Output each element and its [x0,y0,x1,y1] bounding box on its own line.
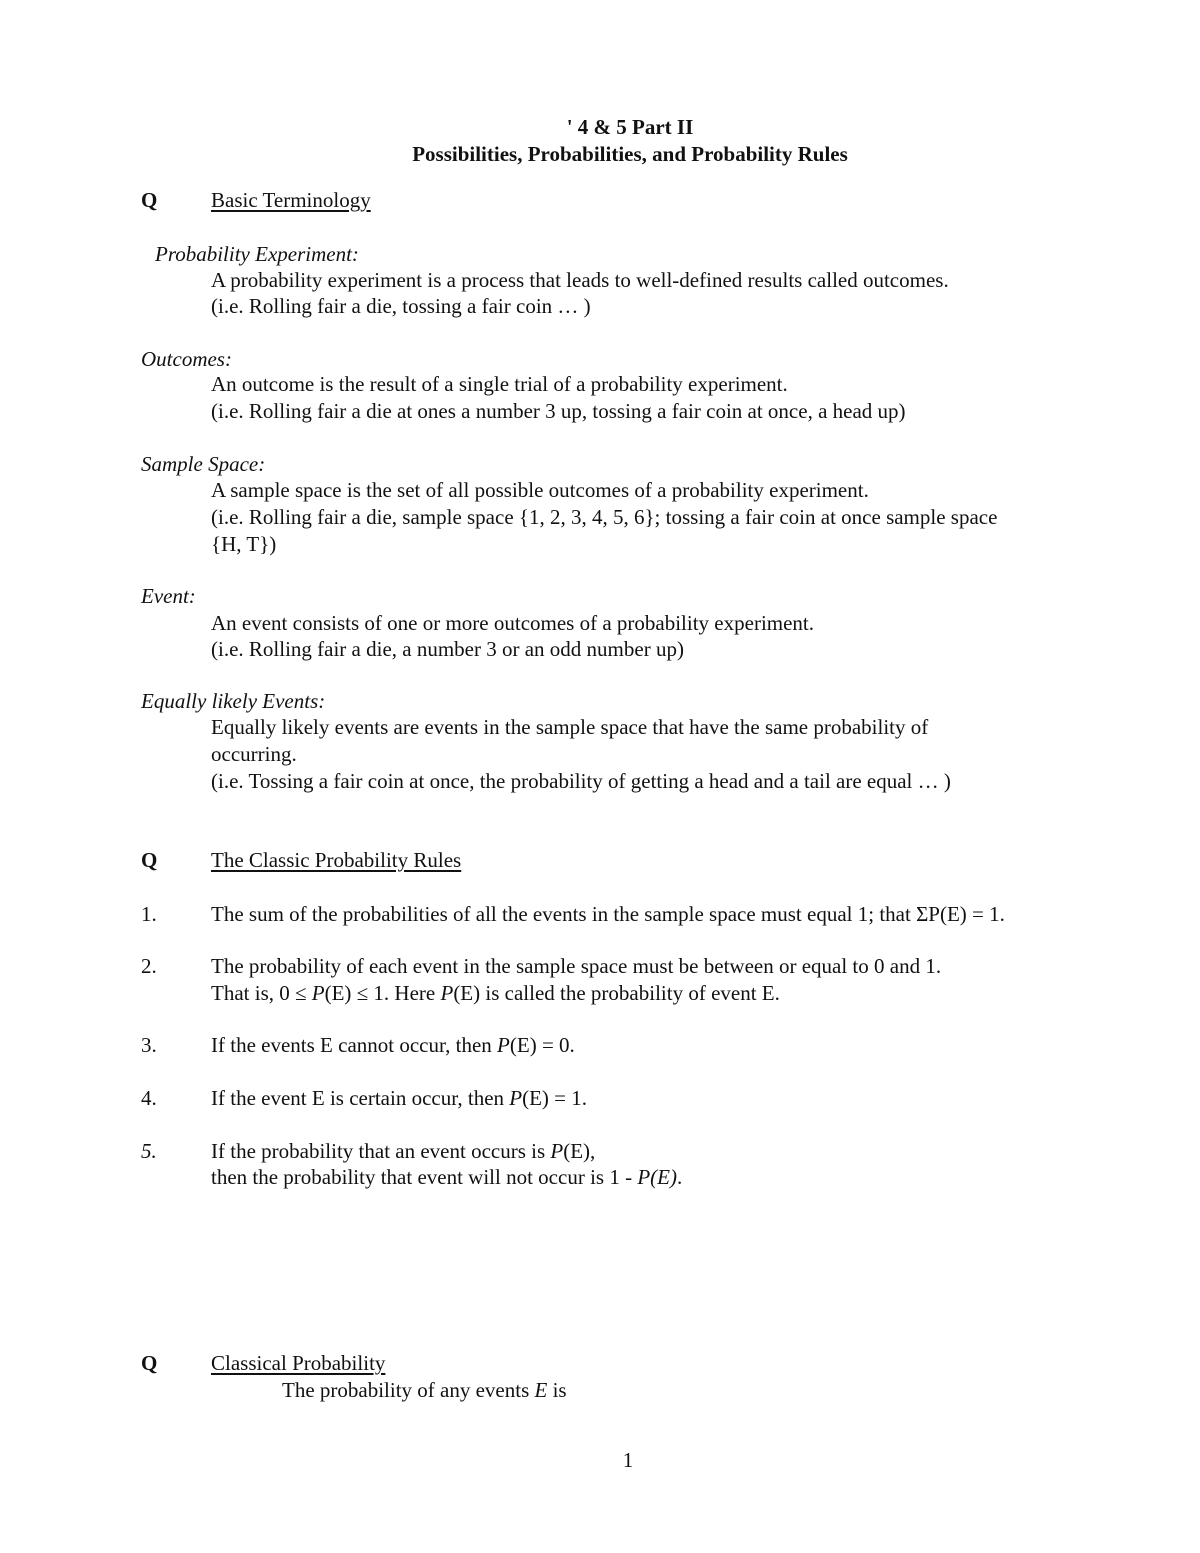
rule-2-text: The probability of each event in the sample space must be between or equal to 0 and 1. [211,954,942,978]
rule-5-text: If the probability that an event occurs is P(E), [211,1139,596,1163]
document-title-line-1: ' 4 & 5 Part II [566,115,694,139]
section-heading-basic-terminology: Basic Terminology [211,188,371,212]
definition-line: An event consists of one or more outcomes of a probability experiment. [211,611,815,635]
rule-2-text-continued: That is, 0 ≤ P(E) ≤ 1. Here P(E) is called the probability of event E. [211,981,780,1005]
example-line: (i.e. Rolling fair a die, tossing a fair coin … ) [211,294,591,318]
section-heading-classical-probability: Classical Probability [211,1351,386,1375]
rule-number: 4. [141,1086,157,1110]
example-line: (i.e. Rolling fair a die, a number 3 or an odd number up) [211,637,684,661]
example-line-continued: {H, T}) [211,532,277,556]
definition-line: Equally likely events are events in the sample space that have the same probability of [211,715,929,739]
definition-line: An outcome is the result of a single trial of a probability experiment. [211,372,788,396]
rule-4-text: If the event E is certain occur, then P(E) = 1. [211,1086,588,1110]
rule-number: 3. [141,1033,157,1057]
section-marker: Q [141,1351,158,1375]
example-line: (i.e. Tossing a fair coin at once, the probability of getting a head and a tail are equal … ) [211,769,951,793]
term-sample-space: Sample Space: [141,452,266,476]
example-line: (i.e. Rolling fair a die, sample space {1, 2, 3, 4, 5, 6}; tossing a fair coin at once sample space [211,505,998,529]
rule-number: 5. [141,1139,157,1163]
rule-1-text: The sum of the probabilities of all the events in the sample space must equal 1; that ΣP(E) = 1. [211,902,1005,926]
classical-probability-text: The probability of any events E is [282,1378,567,1402]
definition-line: A probability experiment is a process that leads to well-defined results called outcomes. [211,268,949,292]
section-heading-classic-probability-rules: The Classic Probability Rules [211,848,462,872]
term-event: Event: [141,584,196,608]
section-marker: Q [141,848,158,872]
document-title-line-2: Possibilities, Probabilities, and Probability Rules [412,142,848,166]
term-equally-likely-events: Equally likely Events: [141,689,326,713]
example-line: (i.e. Rolling fair a die at ones a number 3 up, tossing a fair coin at once, a head up) [211,399,906,423]
rule-number: 1. [141,902,157,926]
definition-line: A sample space is the set of all possible outcomes of a probability experiment. [211,478,869,502]
definition-line-continued: occurring. [211,742,297,766]
term-outcomes: Outcomes: [141,347,232,371]
term-probability-experiment: Probability Experiment: [155,242,359,266]
rule-3-text: If the events E cannot occur, then P(E) = 0. [211,1033,575,1057]
section-marker: Q [141,188,158,212]
page-number: 1 [622,1448,634,1472]
rule-5-text-continued: then the probability that event will not occur is 1 - P(E). [211,1165,683,1189]
rule-number: 2. [141,954,157,978]
